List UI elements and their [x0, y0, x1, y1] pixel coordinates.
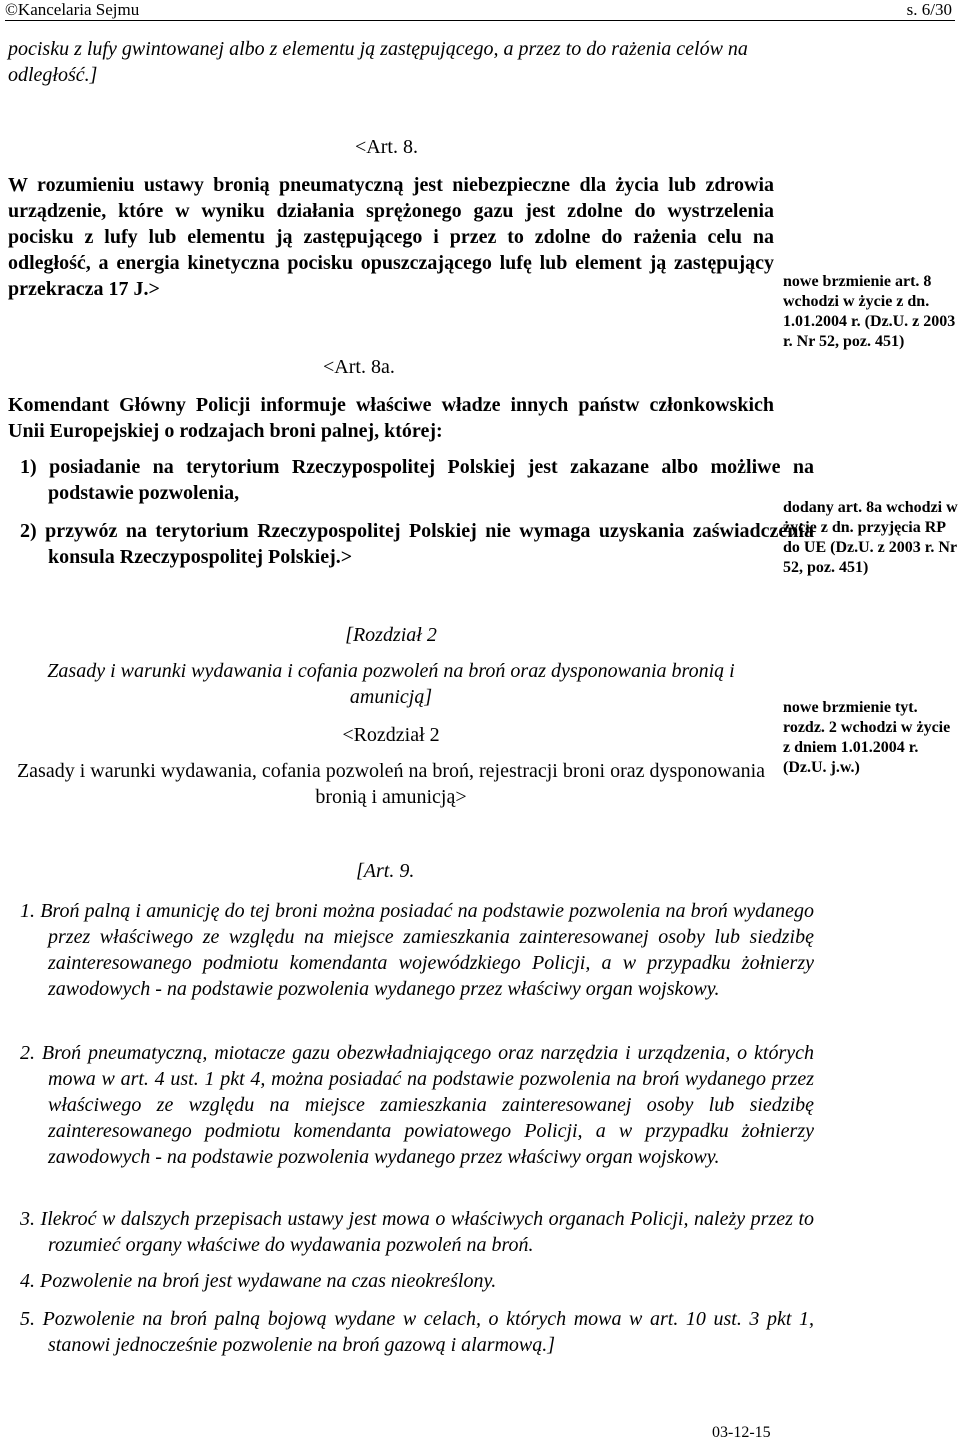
- art8a-item-2: 2) przywóz na terytorium Rzeczypospolitej Polskiej nie wymaga uzyskania zaświadczenia konsula Rzeczypospolitej Polskiej.>: [20, 520, 814, 568]
- side-note-chapter2: nowe brzmienie tyt. rozdz. 2 wchodzi w życie z dniem 1.01.2004 r. (Dz.U. j.w.): [783, 699, 951, 776]
- header-left: ©Kancelaria Sejmu: [5, 0, 140, 19]
- footer-date: 03-12-15: [712, 1424, 771, 1441]
- art9-item-4: 4. Pozwolenie na broń jest wydawane na czas nieokreślony.: [20, 1270, 497, 1292]
- art9-title: [Art. 9.: [356, 860, 415, 882]
- side-note-art8a: dodany art. 8a wchodzi w życie z dn. przyjęcia RP do UE (Dz.U. z 2003 r. Nr 52, poz. 451): [783, 499, 958, 576]
- old-chapter-title: Zasady i warunki wydawania i cofania pozwoleń na broń oraz dysponowania bronią i amunicją]: [47, 660, 735, 708]
- art9-item-3: 3. Ilekroć w dalszych przepisach ustawy jest mowa o właściwych organach Policji, należy przez to rozumieć organy właściwe do wydawania pozwoleń na broń.: [20, 1208, 814, 1256]
- art8-text: W rozumieniu ustawy bronią pneumatyczną jest niebezpieczne dla życia lub zdrowia urządzenie, które w wyniku działania sprężonego gazu jest zdolne do wystrzelenia pocisku z lufy lub elementu ją zastępującego i przez to zdolne do rażenia celu na odległość, a energia kinetyczna pocisku opuszczającego lufę lub element ją zastępujący przekracza 17 J.>: [8, 174, 774, 300]
- new-chapter-label: <Rozdział 2: [342, 724, 440, 746]
- art8-title: <Art. 8.: [355, 136, 418, 158]
- side-note-art8: nowe brzmienie art. 8 wchodzi w życie z dn. 1.01.2004 r. (Dz.U. z 2003 r. Nr 52, poz. 451): [783, 273, 956, 350]
- header-divider: [5, 20, 955, 21]
- art9-item-1: 1. Broń palną i amunicję do tej broni można posiadać na podstawie pozwolenia na broń wydanego przez właściwego ze względu na miejsce zamieszkania zainteresowanej osoby lub siedzibę zainteresowanego podmiotu komendanta wojewódzkiego Policji, a w przypadku żołnierzy zawodowych - na podstawie pozwolenia wydanego przez właściwy organ wojskowy.: [20, 900, 814, 1000]
- art8a-item-1: 1) posiadanie na terytorium Rzeczypospolitej Polskiej jest zakazane albo możliwe na podstawie pozwolenia,: [20, 456, 814, 504]
- art9-item-5: 5. Pozwolenie na broń palną bojową wydane w celach, o których mowa w art. 10 ust. 3 pkt 1, stanowi jednocześnie pozwolenie na broń gazową i alarmową.]: [20, 1308, 814, 1356]
- art8a-title: <Art. 8a.: [323, 356, 395, 378]
- intro-paragraph: pocisku z lufy gwintowanej albo z elementu ją zastępującego, a przez to do rażenia celów na odległość.]: [8, 38, 748, 86]
- old-chapter-label: [Rozdział 2: [345, 624, 437, 646]
- new-chapter-title: Zasady i warunki wydawania, cofania pozwoleń na broń, rejestracji broni oraz dysponowania bronią i amunicją>: [16, 760, 766, 808]
- art9-item-2: 2. Broń pneumatyczną, miotacze gazu obezwładniającego oraz narzędzia i urządzenia, o których mowa w art. 4 ust. 1 pkt 4, można posiadać na podstawie pozwolenia na broń wydanego przez właściwego ze względu na miejsce zamieszkania zainteresowanej osoby lub siedzibę zainteresowanego podmiotu komendanta powiatowego Policji, a w przypadku żołnierzy zawodowych - na podstawie pozwolenia wydanego przez właściwy organ wojskowy.: [20, 1042, 814, 1168]
- art8a-text: Komendant Główny Policji informuje właściwe władze innych państw członkowskich Unii Europejskiej o rodzajach broni palnej, której:: [8, 394, 774, 442]
- page-number: s. 6/30: [906, 0, 952, 19]
